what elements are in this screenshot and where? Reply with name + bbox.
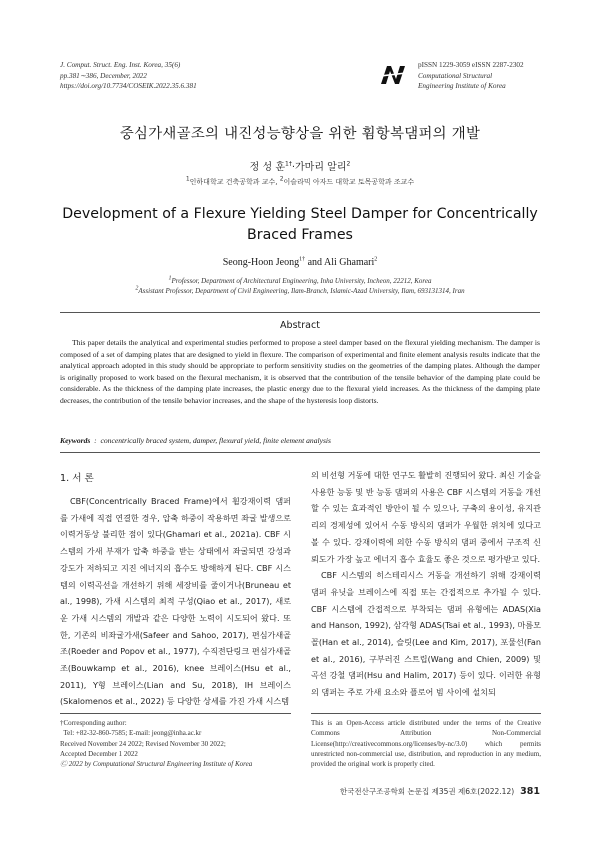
aff-ko-1: 인하대학교 건축공학과 교수, [189, 178, 278, 186]
author-1-ko: 정 성 훈 [249, 162, 285, 173]
authors-korean [0, 158, 600, 173]
paragraph: CBF(Concentrically Braced Frame)에서 휨강재이력 댐퍼를 가새에 직접 연결한 경우, 압축 하중이 작용하면 좌굴 발생으로 이력거동상 불리한 점이 있다(Ghamari et al., 2021a). CBF 시스템의 가새 부재가 압축 하중을 받는 상태에서 좌굴되면 강성과 강도가 저하되고 지진 에너지의 흡수도 방해하게 된다. CBF 시스템의 이력곡선을 개선하기 위해 세장비를 줄이거나(Bruneau et al., 1998), 가새 시스템의 최적 구성(Qiao et al., 2017), 새로운 가새 시스템의 개발과 같은 다양한 노력이 시도되어 왔다. 또한, 기존의 비좌굴가새(Safeer and Sahoo, 2017), 편심가새골조(Roeder and Popov et al., 1977), 수직전단링크 편심가새골조(Bouwkamp et al., 2016), knee 브레이스(Hsu et al., 2011), Y형 브레이스(Lian and Su, 2018), IH 브레이스(Skalomenos et al., 2022) 등 다양한 상세를 가진 가새 시스템 [60, 496, 291, 707]
copyright-notice: Ⓒ 2022 by Computational Structural Engineering Institute of Korea [60, 760, 253, 769]
coseik-logo-icon [378, 60, 408, 90]
author-separator: · [291, 162, 296, 173]
author-1-en-mark: 1† [299, 256, 306, 263]
affiliations-english [0, 277, 600, 296]
body-column-left [60, 493, 291, 710]
aff-ko-mark-2: 2 [279, 175, 284, 183]
corresponding-author: †Corresponding author: [60, 719, 127, 727]
keywords-sep: : [90, 436, 101, 445]
paragraph: CBF 시스템의 히스테리시스 거동을 개선하기 위해 강재이력 댐퍼 유닛을 브레이스에 직접 또는 간접적으로 추가될 수 있다. CBF 시스템에 간접적으로 부착되는 댐퍼 유형에는 ADAS(Xia and Hanson, 1992), 삼각형 ADAS(Tsai et al., 1993), 마름모꼴(Han et al., 2014), 슬릿(Lee and Kim, 2017), 포물선(Fan et al., 2016), 구부러진 스트립(Wang and Chien, 2009) 및 곡선 강철 댐퍼(Hsu and Halim, 2017) 등이 있다. 이러한 유형의 댐퍼는 주로 가새 요소와 플로어 빔 사이에 설치되 [311, 570, 541, 698]
affiliations-korean [0, 177, 600, 187]
publisher-info [418, 60, 524, 92]
title-korean: 중심가새골조의 내진성능향상을 위한 휨항복댐퍼의 개발 [119, 126, 481, 142]
body-column-right [311, 467, 541, 701]
title-english: Development of a Flexure Yielding Steel Damper for Concentrically Braced Frames [62, 206, 538, 243]
keywords-text: concentrically braced system, damper, flexural yield, finite element analysis [100, 436, 331, 445]
accepted-date: Accepted December 1 2022 [60, 749, 138, 758]
footnote-rule-left [60, 713, 291, 714]
aff-en-2: Assistant Professor, Department of Civil Engineering, Ilam-Branch, Islamic-Azad University, Ilam, 693131314, Iran [138, 286, 465, 295]
footnote-correspondence [60, 718, 291, 769]
abstract-bottom-rule [60, 452, 540, 453]
paragraph: 의 비선형 거동에 대한 연구도 활발히 진행되어 왔다. 최신 기술을 사용한 능동 및 반 능동 댐퍼의 사용은 CBF 시스템의 거동을 개선할 수 있는 효과적인 방안이 될 수 있으나, 구축의 용이성, 유지관리의 경제성에 있어서 수동 방식의 댐퍼가 우월한 위치에 있다고 볼 수 있다. 강재이력에 의한 수동 방식의 댐퍼 중에서 구조적 신뢰도가 가장 높고 에너지 흡수 효율도 좋은 것으로 평가받고 있다. [311, 470, 541, 564]
abstract-text: This paper details the analytical and experimental studies performed to propose a steel damper based on the flexural yielding mechanism. The damper is composed of a set of damping plates that are designed to yield in flexure. The comparison of experimental and finite element analysis results indicate that the analytical approach adopted in this study should be appropriate to perform sensitivity studies on the geometries of the damping plates. Although the damper is originally proposed to work based on the flexural mechanism, it is observed that the contribution of the tensile behavior of the damping plate could be considerable. As the thickness of the damping plate increases, the plastic energy due to the flexural yield increases. As the thickness of the damping plate decreases, the contribution of the tensile behavior increases, and the shape of the hysteresis loop distorts. [60, 338, 540, 405]
author-1-en: Seong-Hoon Jeong [222, 257, 300, 268]
abstract-heading: Abstract [280, 320, 320, 331]
footnote-rule-right [311, 713, 541, 714]
footer-journal: 한국전산구조공학회 논문집 제35권 제6호(2022.12) [339, 787, 515, 796]
doi-link[interactable]: https://doi.org/10.7734/COSEIK.2022.35.6.381 [60, 82, 197, 90]
section-heading-introduction: 1. 서 론 [60, 473, 94, 484]
aff-en-mark-1: 1 [168, 275, 172, 282]
author-2-en: Ali Ghamari [324, 257, 375, 268]
keywords [60, 436, 540, 445]
author-1-ko-mark: 1† [285, 160, 292, 168]
page-range: pp.381∼386, December, 2022 [60, 71, 147, 80]
author-2-ko: 가마리 알리 [295, 162, 347, 173]
authors-english [0, 257, 600, 268]
aff-en-mark-2: 2 [135, 285, 139, 292]
aff-ko-mark-1: 1 [185, 175, 190, 183]
keywords-label: Keywords [60, 436, 91, 445]
page-number: 381 [520, 786, 540, 797]
publisher-line-1: Computational Structural [418, 71, 493, 80]
abstract-top-rule [60, 312, 540, 313]
aff-en-1: Professor, Department of Architectural Engineering, Inha University, Incheon, 22212, Korea [171, 277, 432, 285]
publisher-line-2: Engineering Institute of Korea [418, 82, 506, 90]
journal-name: J. Comput. Struct. Eng. Inst. Korea, 35(6) [60, 61, 181, 69]
open-access-notice: This is an Open-Access article distributed under the terms of the Creative Commons Attribution Non-Commercial License(http://creativecommons.org/licenses/by-nc/3.0) which permits unrestricted non-commercial use, distribution, and reproduction in any medium, provided the original work is properly cited. [311, 719, 541, 769]
journal-citation [60, 60, 197, 92]
author-2-en-mark: 2 [374, 256, 378, 263]
contact-info: Tel: +82-32-860-7585; E-mail: jeong@inha.ac.kr [60, 729, 202, 738]
issn: pISSN 1229-3059 eISSN 2287-2302 [418, 61, 524, 69]
page-footer [340, 786, 540, 797]
author-2-ko-mark: 2 [346, 160, 351, 168]
author-and: and [305, 257, 324, 268]
aff-ko-2: 이슬라믹 아자드 대학교 토목공학과 조교수 [283, 178, 415, 186]
received-dates: Received November 24 2022; Revised November 30 2022; [60, 739, 226, 748]
